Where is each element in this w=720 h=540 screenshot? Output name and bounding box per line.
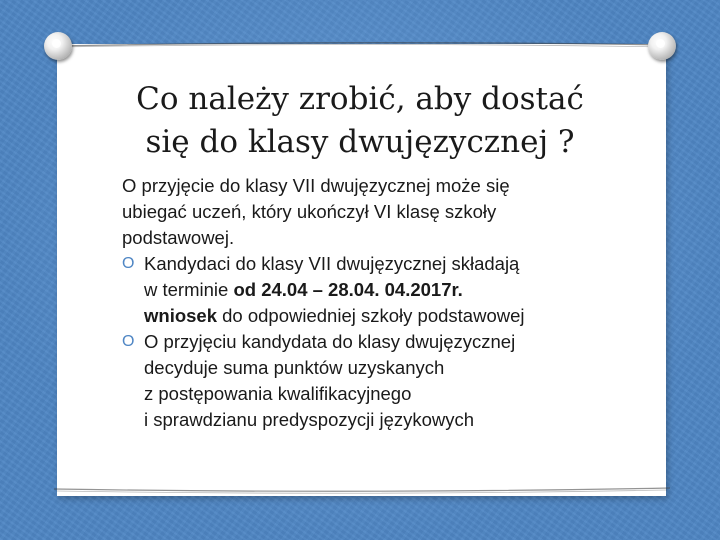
bullet1-line-2-plain: w terminie — [144, 279, 234, 300]
intro-line-1: O przyjęcie do klasy VII dwujęzycznej może się — [122, 175, 510, 196]
intro-paragraph — [122, 173, 642, 251]
bullet2-line-2: decyduje suma punktów uzyskanych — [144, 357, 445, 378]
bullet1-line-3-plain: do odpowiedniej szkoły podstawowej — [217, 305, 525, 326]
application-term: wniosek — [144, 305, 217, 326]
slide-title — [58, 78, 662, 164]
deadline-dates: od 24.04 – 28.04. 04.2017r. — [233, 279, 463, 300]
bullet2-line-1: O przyjęciu kandydata do klasy dwujęzycznej — [144, 331, 516, 352]
bullet2-line-4: i sprawdzianu predyspozycji językowych — [144, 409, 475, 430]
pushpin-right-icon — [648, 32, 676, 60]
intro-line-3: podstawowej. — [122, 227, 235, 248]
bullet-item-deadline — [122, 251, 642, 329]
bullet-marker: O — [122, 333, 135, 350]
bullet-item-criteria — [122, 329, 642, 433]
pushpin-left-icon — [44, 32, 72, 60]
title-line-1: Co należy zrobić, aby dostać — [136, 81, 584, 117]
bullet2-line-3: z postępowania kwalifikacyjnego — [144, 383, 412, 404]
intro-line-2: ubiegać uczeń, który ukończył VI klasę szkoły — [122, 201, 497, 222]
bullet1-line-2 — [122, 277, 642, 303]
bullet1-line-3 — [122, 303, 642, 329]
bullet-marker: O — [122, 255, 135, 272]
title-line-2: się do klasy dwujęzycznej ? — [145, 124, 575, 160]
slide-body — [122, 173, 642, 433]
bullet1-line-1: Kandydaci do klasy VII dwujęzycznej składają — [144, 253, 520, 274]
